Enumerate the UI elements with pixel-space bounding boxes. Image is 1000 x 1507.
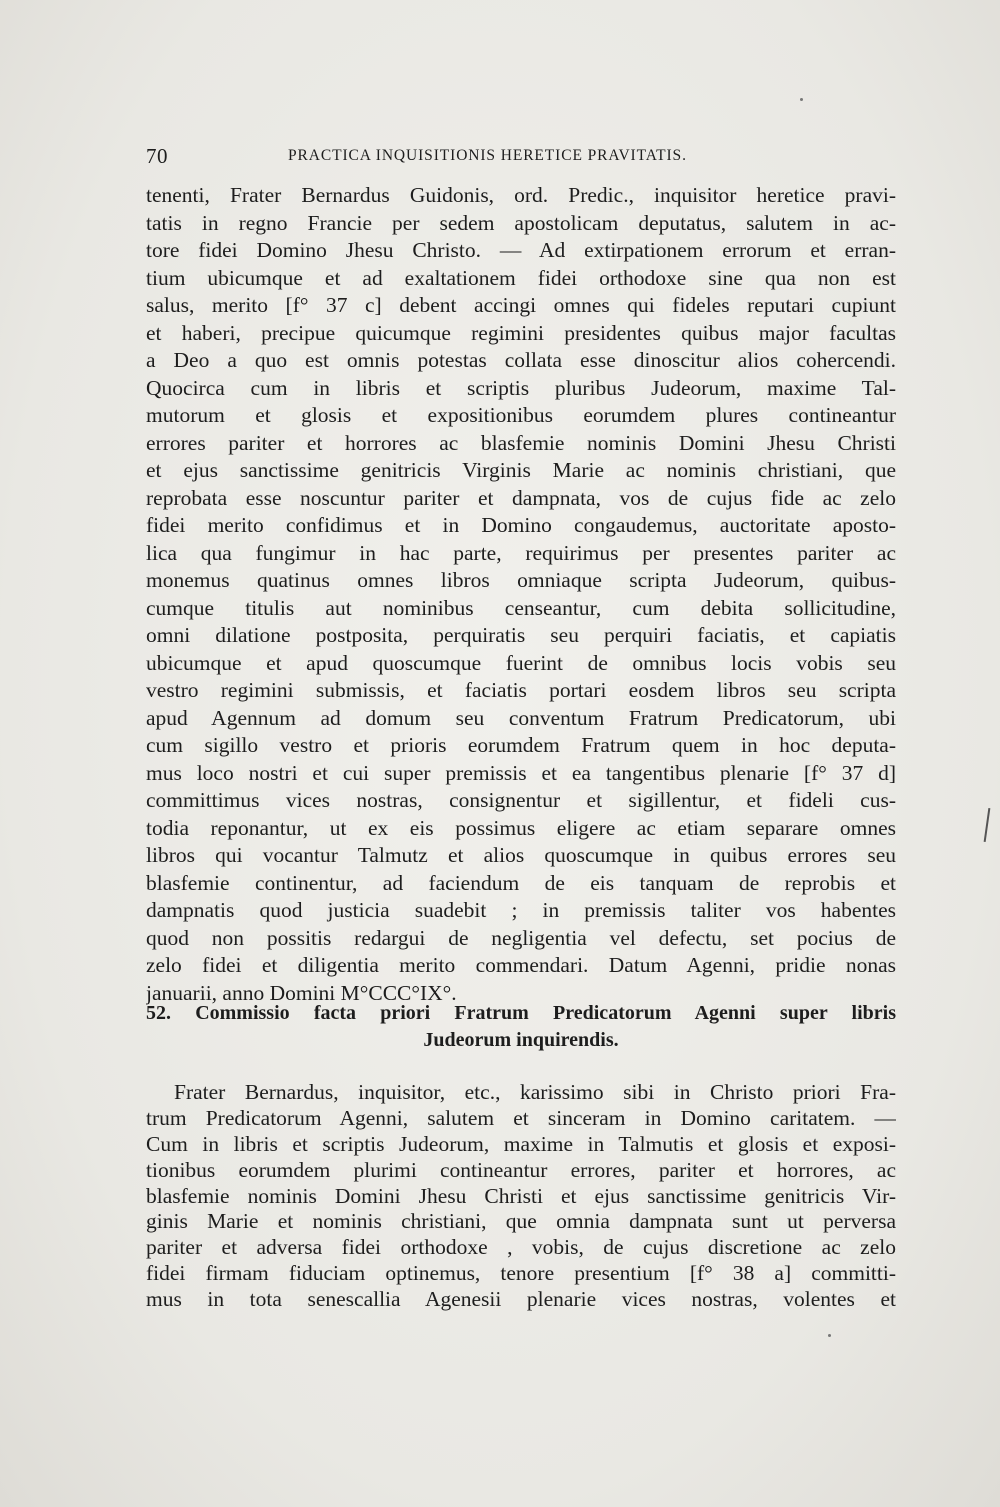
text-line: a Deo a quo est omnis potestas collata esse dinoscitur alios cohercendi. xyxy=(146,348,896,372)
text-line: ubicumque et apud quoscumque fuerint de omnibus locis vobis seu xyxy=(146,650,896,675)
text-line: tenenti, Frater Bernardus Guidonis, ord. Predic., inquisitor heretice pravi- xyxy=(146,183,896,207)
text-line: Frater Bernardus, inquisitor, etc., karissimo sibi in Christo priori Fra- xyxy=(174,1080,896,1104)
text-line: blasfemie continentur, ad faciendum de eis tanquam de reprobis et xyxy=(146,870,896,895)
paragraph-1 xyxy=(146,182,896,1007)
text-line: ginis Marie et nominis christiani, que omnia dampnata sunt ut perversa xyxy=(146,1209,896,1234)
text-line: mus in tota senescallia Agenesii plenarie vices nostras, volentes et xyxy=(146,1287,896,1312)
text-line: tatis in regno Francie per sedem apostolicam deputatus, salutem in ac- xyxy=(146,210,896,235)
paragraph-2 xyxy=(146,1080,896,1313)
text-line: vestro regimini submissis, et faciatis portari eosdem libros seu scripta xyxy=(146,678,896,702)
text-line: fidei firmam fiduciam optinemus, tenore presentium [f° 38 a] committi- xyxy=(146,1261,896,1286)
text-line: errores pariter et horrores ac blasfemie nominis Domini Jhesu Christi xyxy=(146,430,896,455)
text-line: todia reponantur, ut ex eis possimus eligere ac etiam separare omnes xyxy=(146,815,896,840)
text-line: et haberi, precipue quicumque regimini presidentes quibus major facultas xyxy=(146,320,896,345)
text-line: dampnatis quod justicia suadebit ; in premissis taliter vos habentes xyxy=(146,898,896,922)
text-line: mus loco nostri et cui super premissis et ea tangentibus plenarie [f° 37 d] xyxy=(146,760,896,785)
section-heading xyxy=(146,1000,896,1054)
text-line: reprobata esse noscuntur pariter et dampnata, vos de cujus fide ac zelo xyxy=(146,485,896,510)
section-heading-line-1: 52. Commissio facta priori Fratrum Predicatorum Agenni super libris xyxy=(146,1002,896,1024)
text-line: Cum in libris et scriptis Judeorum, maxime in Talmutis et glosis et exposi- xyxy=(146,1131,896,1156)
text-line: blasfemie nominis Domini Jhesu Christi et ejus sanctissime genitricis Vir- xyxy=(146,1183,896,1208)
text-line: Quocirca cum in libris et scriptis pluribus Judeorum, maxime Tal- xyxy=(146,375,896,400)
text-line: tionibus eorumdem plurimi contineantur errores, pariter et horrores, ac xyxy=(146,1157,896,1182)
text-line: et ejus sanctissime genitricis Virginis Marie ac nominis christiani, que xyxy=(146,458,896,482)
text-line: zelo fidei et diligentia merito commendari. Datum Agenni, pridie nonas xyxy=(146,953,896,977)
text-line: pariter et adversa fidei orthodoxe , vobis, de cujus discretione ac zelo xyxy=(146,1235,896,1260)
paper-speck xyxy=(800,98,803,101)
text-line: cumque titulis aut nominibus censeantur, cum debita sollicitudine, xyxy=(146,595,896,620)
text-line: quod non possitis redargui de negligentia vel defectu, set pocius de xyxy=(146,925,896,950)
text-line: fidei merito confidimus et in Domino congaudemus, auctoritate aposto- xyxy=(146,513,896,537)
text-line: committimus vices nostras, consignentur et sigillentur, et fideli cus- xyxy=(146,788,896,812)
running-title: PRACTICA INQUISITIONIS HERETICE PRAVITATIS. xyxy=(288,147,687,164)
text-line: tium ubicumque et ad exaltationem fidei orthodoxe sine qua non est xyxy=(146,265,896,290)
text-line: monemus quatinus omnes libros omniaque scripta Judeorum, quibus- xyxy=(146,568,896,592)
text-line: mutorum et glosis et expositionibus eorumdem plures contineantur xyxy=(146,403,896,427)
page-number: 70 xyxy=(146,144,168,168)
section-heading-line-2: Judeorum inquirendis. xyxy=(423,1029,619,1051)
text-line: tore fidei Domino Jhesu Christo. — Ad extirpationem errorum et erran- xyxy=(146,238,896,262)
text-line: lica qua fungimur in hac parte, requirimus per presentes pariter ac xyxy=(146,540,896,565)
text-line: omni dilatione postposita, perquiratis seu perquiri faciatis, et capiatis xyxy=(146,623,896,647)
text-line: libros qui vocantur Talmutz et alios quoscumque in quibus errores seu xyxy=(146,843,896,867)
text-line: cum sigillo vestro et prioris eorumdem Fratrum quem in hoc deputa- xyxy=(146,733,896,757)
text-line: apud Agennum ad domum seu conventum Fratrum Predicatorum, ubi xyxy=(146,705,896,730)
margin-pencil-mark xyxy=(984,808,991,842)
text-line: januarii, anno Domini M°CCC°IX°. xyxy=(146,980,457,1005)
text-line: trum Predicatorum Agenni, salutem et sinceram in Domino caritatem. — xyxy=(146,1105,896,1130)
running-head xyxy=(146,144,896,174)
paper-speck xyxy=(828,1334,831,1337)
text-line: salus, merito [f° 37 c] debent accingi omnes qui fideles reputari cupiunt xyxy=(146,293,896,317)
